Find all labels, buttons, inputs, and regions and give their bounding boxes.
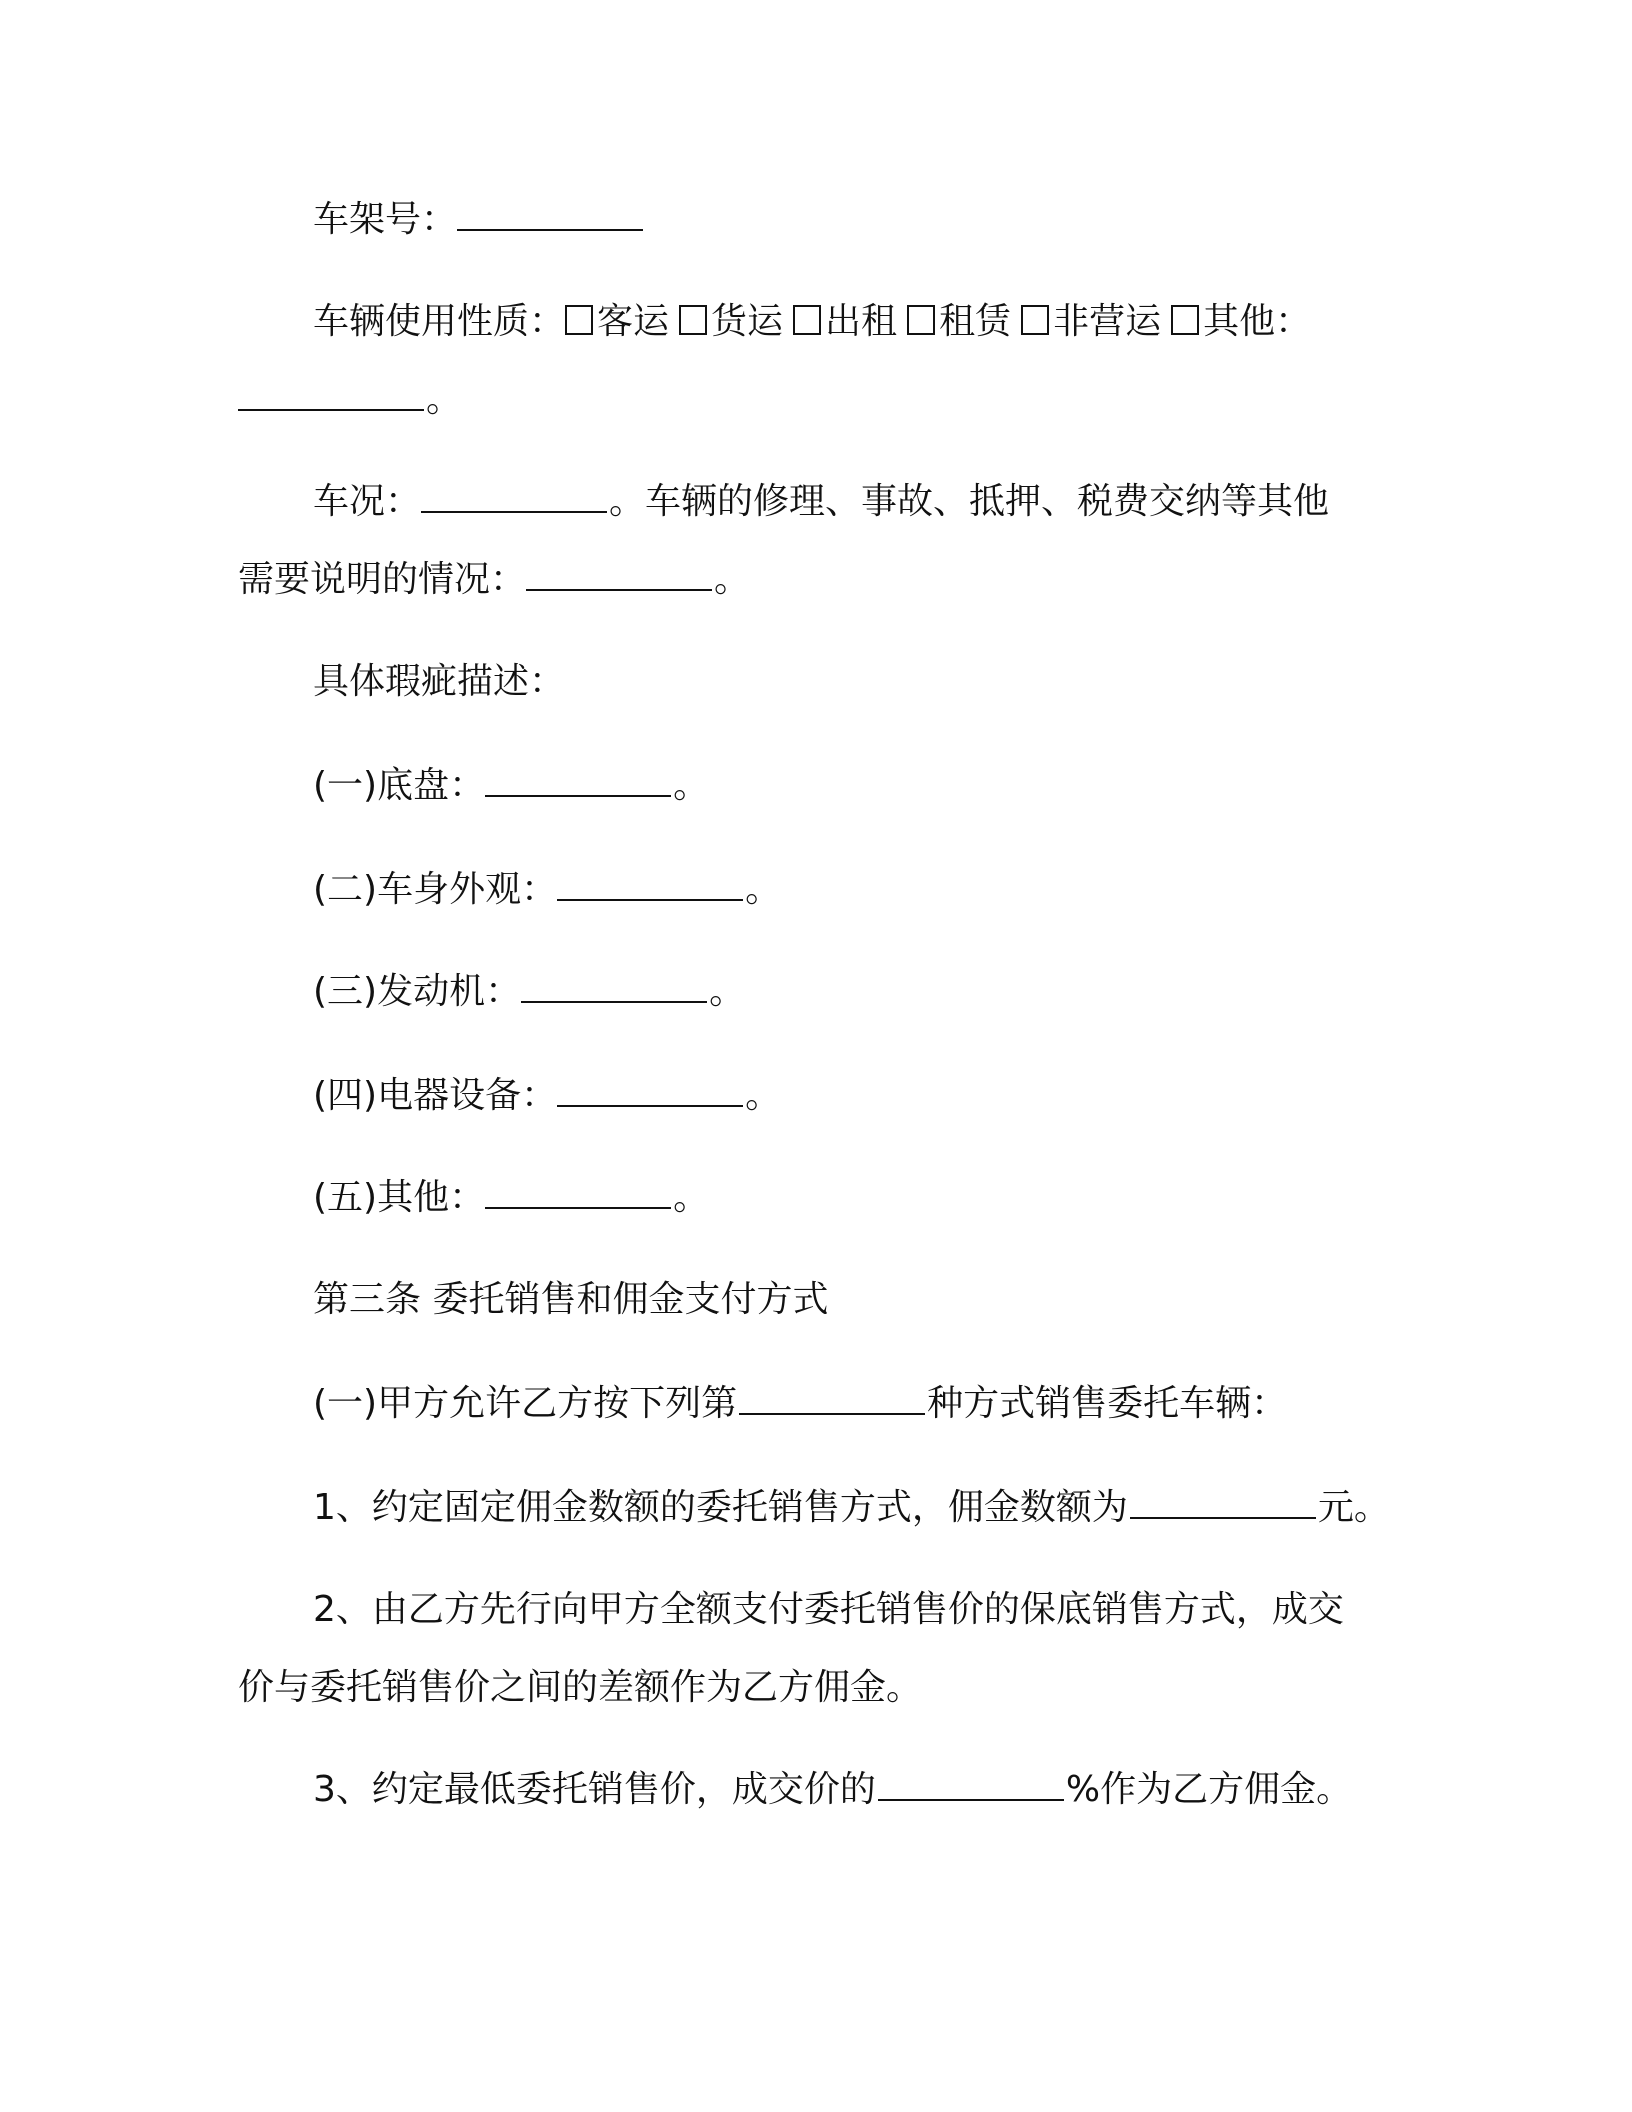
usage-option-lease: 租赁	[907, 298, 1011, 346]
vin-line	[0, 196, 1632, 244]
defect-blank	[485, 765, 671, 797]
condition-note-blank	[526, 559, 712, 591]
defect-blank	[521, 971, 707, 1003]
checkbox-icon	[1171, 305, 1199, 335]
vin-label: 车架号：	[313, 199, 458, 240]
usage-option-freight: 货运	[679, 298, 783, 346]
condition-line	[0, 478, 1632, 526]
checkbox-icon	[679, 305, 707, 335]
defect-item-body: (二)车身外观： 。	[313, 869, 782, 910]
usage-option-other: 其他：	[1171, 298, 1311, 346]
article-3-paragraph-1: (一)甲方允许乙方按下列第 种方式销售委托车辆：	[313, 1383, 1288, 1424]
checkbox-icon	[793, 305, 821, 335]
usage-other-line	[0, 376, 1632, 424]
usage-other-blank	[238, 379, 424, 411]
usage-option-non-commercial: 非营运	[1021, 298, 1161, 346]
defect-item-electrical: (四)电器设备： 。	[313, 1075, 782, 1116]
defects-heading: 具体瑕疵描述：	[313, 661, 566, 702]
method-number-blank	[739, 1383, 925, 1415]
method-2-line-2: 价与委托销售价之间的差额作为乙方佣金。	[238, 1667, 923, 1708]
defect-item-chassis: (一)底盘： 。	[313, 765, 710, 806]
checkbox-icon	[1021, 305, 1049, 335]
commission-percent-blank	[878, 1769, 1064, 1801]
checkbox-icon	[907, 305, 935, 335]
method-2: 2、由乙方先行向甲方全额支付委托销售价的保底销售方式，成交	[313, 1589, 1344, 1630]
checkbox-icon	[565, 305, 593, 335]
condition-label: 车况：	[313, 481, 422, 522]
defect-blank	[557, 869, 743, 901]
defect-item-other: (五)其他： 。	[313, 1177, 710, 1218]
period: 。	[714, 559, 751, 600]
condition-line2-text: 需要说明的情况：	[238, 559, 527, 600]
article-3-title: 第三条 委托销售和佣金支付方式	[313, 1279, 829, 1320]
period: 。	[426, 379, 463, 420]
usage-option-taxi: 出租	[793, 298, 897, 346]
condition-line-2	[0, 556, 1632, 604]
defect-blank	[485, 1177, 671, 1209]
condition-tail: 。车辆的修理、事故、抵押、税费交纳等其他	[609, 481, 1330, 522]
defect-item-engine: (三)发动机： 。	[313, 971, 746, 1012]
usage-option-passenger: 客运	[565, 298, 669, 346]
defect-blank	[557, 1075, 743, 1107]
condition-blank	[421, 481, 607, 513]
usage-line	[0, 298, 1632, 346]
usage-label: 车辆使用性质：	[313, 301, 566, 342]
method-3: 3、约定最低委托销售价，成交价的 %作为乙方佣金。	[313, 1769, 1353, 1810]
vin-blank	[457, 199, 643, 231]
method-1: 1、约定固定佣金数额的委托销售方式，佣金数额为 元。	[313, 1487, 1390, 1528]
commission-amount-blank	[1130, 1487, 1316, 1519]
